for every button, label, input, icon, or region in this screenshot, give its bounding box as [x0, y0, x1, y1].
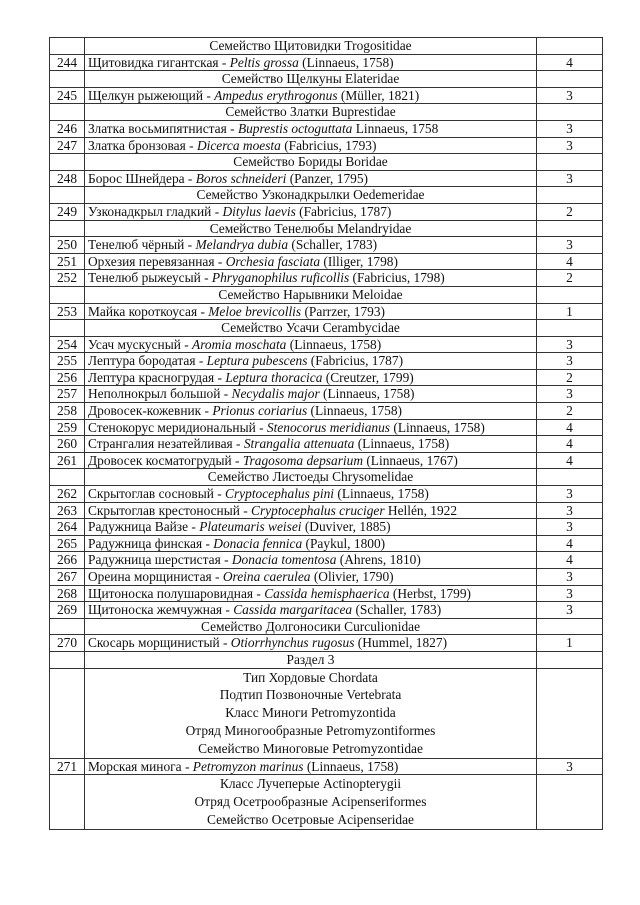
species-name-cell: [85, 386, 537, 403]
empty-category-cell: [537, 775, 603, 829]
species-number: 263: [50, 502, 85, 519]
species-name-cell: [85, 253, 537, 270]
rarity-category: 2: [537, 270, 603, 287]
author-year: (Schaller, 1783): [288, 237, 378, 253]
russian-name: Тенелюб чёрный -: [88, 237, 196, 253]
russian-name: Тенелюб рыжеусый -: [88, 270, 212, 286]
latin-name: Otiorrhynchus rugosus: [230, 635, 355, 651]
author-year: (Linnaeus, 1758): [319, 386, 415, 402]
species-name-cell: [85, 419, 537, 436]
species-name-cell: [85, 203, 537, 220]
rarity-category: 3: [537, 137, 603, 154]
empty-category-cell: [537, 668, 603, 758]
author-year: (Duviver, 1885): [301, 519, 391, 535]
species-row: [50, 502, 603, 519]
taxon-line: Семейство Миноговые Petromyzontidae: [198, 740, 423, 756]
species-name-cell: [85, 535, 537, 552]
empty-category-cell: [537, 618, 603, 635]
rarity-category: 2: [537, 369, 603, 386]
russian-name: Стенокорус меридиональный -: [88, 419, 267, 435]
family-name: Семейство Нарывники Meloidae: [85, 286, 537, 303]
species-name-cell: [85, 87, 537, 104]
empty-number-cell: [50, 71, 85, 88]
latin-name: Peltis grossa: [229, 54, 299, 70]
rarity-category: 4: [537, 419, 603, 436]
species-row: [50, 452, 603, 469]
species-number: 260: [50, 436, 85, 453]
russian-name: Дровосек-кожевник -: [88, 403, 213, 419]
taxon-line: Семейство Осетровые Acipenseridae: [206, 811, 414, 827]
species-number: 268: [50, 585, 85, 602]
rarity-category: 2: [537, 403, 603, 420]
russian-name: Лептура бородатая -: [88, 353, 207, 369]
species-number: 247: [50, 137, 85, 154]
family-header-row: [50, 71, 603, 88]
taxonomy-block-row: [50, 775, 603, 829]
taxon-line: Подтип Позвоночные Vertebrata: [219, 687, 402, 703]
species-row: [50, 137, 603, 154]
russian-name: Дровосек косматогрудый -: [88, 452, 243, 468]
empty-number-cell: [50, 469, 85, 486]
species-name-cell: [85, 120, 537, 137]
latin-name: Petromyzon marinus: [192, 758, 304, 774]
author-year: (Linnaeus, 1758): [303, 758, 399, 774]
species-name-cell: [85, 336, 537, 353]
latin-name: Tragosoma depsarium: [242, 452, 363, 468]
species-name-cell: [85, 519, 537, 536]
empty-category-cell: [537, 320, 603, 337]
rarity-category: 3: [537, 87, 603, 104]
rarity-category: 3: [537, 585, 603, 602]
taxon-line: Отряд Осетрообразные Acipenseriformes: [194, 793, 427, 809]
empty-number-cell: [50, 775, 85, 829]
species-row: [50, 569, 603, 586]
species-row: [50, 303, 603, 320]
empty-number-cell: [50, 618, 85, 635]
species-row: [50, 336, 603, 353]
species-name-cell: [85, 303, 537, 320]
rarity-category: 1: [537, 303, 603, 320]
author-year: (Hummel, 1827): [354, 635, 448, 651]
empty-category-cell: [537, 154, 603, 171]
author-year: (Linnaeus, 1758): [390, 419, 485, 435]
species-row: [50, 758, 603, 775]
author-year: (Fabricius, 1793): [280, 137, 377, 153]
latin-name: Cassida margaritacea: [233, 602, 353, 618]
russian-name: Щитоноска жемчужная -: [88, 602, 234, 618]
rarity-category: 3: [537, 502, 603, 519]
species-row: [50, 353, 603, 370]
family-name: Семейство Узконадкрылки Oedemeridae: [85, 187, 537, 204]
author-year: (Schaller, 1783): [352, 602, 442, 618]
russian-name: Орхезия перевязанная -: [88, 253, 226, 269]
latin-name: Stenocorus meridianus: [266, 419, 391, 435]
species-number: 251: [50, 253, 85, 270]
species-name-cell: [85, 403, 537, 420]
section-header-row: [50, 651, 603, 668]
species-name-cell: [85, 353, 537, 370]
russian-name: Странгалия незатейливая -: [88, 436, 244, 452]
author-year: Linnaeus, 1758: [352, 120, 439, 136]
family-header-row: [50, 187, 603, 204]
family-name: Семейство Златки Buprestidae: [85, 104, 537, 121]
latin-name: Cryptocephalus pini: [225, 486, 335, 502]
empty-number-cell: [50, 220, 85, 237]
latin-name: Aromia moschata: [192, 336, 287, 352]
family-name: Семейство Щитовидки Trogositidae: [85, 38, 537, 55]
species-name-cell: [85, 270, 537, 287]
species-row: [50, 486, 603, 503]
species-row: [50, 436, 603, 453]
russian-name: Радужница финская -: [88, 535, 214, 551]
russian-name: Скрытоглав сосновый -: [88, 486, 226, 502]
family-name: Семейство Усачи Cerambycidae: [85, 320, 537, 337]
family-name: Семейство Щелкуны Elateridae: [85, 71, 537, 88]
rarity-category: 3: [537, 237, 603, 254]
rarity-category: 3: [537, 336, 603, 353]
author-year: (Olivier, 1790): [310, 569, 394, 584]
russian-name: Щитоноска полушаровидная -: [88, 585, 265, 601]
species-row: [50, 535, 603, 552]
author-year: (Linnaeus, 1758): [286, 336, 382, 352]
taxonomy-block-row: [50, 668, 603, 758]
latin-name: Phryganophilus ruficollis: [211, 270, 350, 286]
species-row: [50, 585, 603, 602]
empty-number-cell: [50, 651, 85, 668]
species-name-cell: [85, 585, 537, 602]
species-number: 254: [50, 336, 85, 353]
species-row: [50, 170, 603, 187]
species-name-cell: [85, 452, 537, 469]
species-number: 271: [50, 758, 85, 775]
rarity-category: 4: [537, 436, 603, 453]
family-header-row: [50, 38, 603, 55]
author-year: (Linnaeus, 1758): [307, 403, 403, 419]
section-title: Раздел 3: [85, 651, 537, 668]
species-row: [50, 419, 603, 436]
author-year: (Panzer, 1795): [286, 170, 368, 186]
empty-category-cell: [537, 187, 603, 204]
empty-number-cell: [50, 104, 85, 121]
author-year: (Linnaeus, 1758): [334, 486, 429, 502]
rarity-category: 4: [537, 54, 603, 71]
species-row: [50, 369, 603, 386]
author-year: (Parrzer, 1793): [301, 303, 385, 319]
empty-number-cell: [50, 668, 85, 758]
family-header-row: [50, 286, 603, 303]
rarity-category: 3: [537, 602, 603, 619]
latin-name: Prionus coriarius: [212, 403, 308, 419]
species-name-cell: [85, 569, 537, 586]
latin-name: Ditylus laevis: [222, 203, 296, 219]
family-header-row: [50, 220, 603, 237]
empty-category-cell: [537, 38, 603, 55]
russian-name: Усач мускусный -: [88, 336, 193, 352]
russian-name: Златка восьмипятнистая -: [88, 120, 238, 136]
empty-category-cell: [537, 71, 603, 88]
rarity-category: 3: [537, 120, 603, 137]
empty-number-cell: [50, 320, 85, 337]
species-number: 256: [50, 369, 85, 386]
rarity-category: 4: [537, 535, 603, 552]
family-header-row: [50, 469, 603, 486]
author-year: (Linnaeus, 1767): [363, 452, 458, 468]
author-year: (Creutzer, 1799): [322, 369, 414, 385]
latin-name: Dicerca moesta: [196, 137, 281, 153]
latin-name: Buprestis octoguttata: [237, 120, 353, 136]
species-number: 259: [50, 419, 85, 436]
species-row: [50, 602, 603, 619]
species-number: 248: [50, 170, 85, 187]
author-year: (Linnaeus, 1758): [354, 436, 450, 452]
species-row: [50, 54, 603, 71]
russian-name: Щелкун рыжеющий -: [88, 87, 215, 103]
species-number: 269: [50, 602, 85, 619]
author-year: (Illiger, 1798): [320, 253, 398, 269]
latin-name: Leptura thoracica: [225, 369, 323, 385]
species-name-cell: [85, 170, 537, 187]
species-number: 267: [50, 569, 85, 586]
latin-name: Melandrya dubia: [195, 237, 289, 253]
species-row: [50, 87, 603, 104]
russian-name: Скосарь морщинистый -: [88, 635, 231, 651]
empty-category-cell: [537, 286, 603, 303]
species-number: 253: [50, 303, 85, 320]
family-header-row: [50, 154, 603, 171]
author-year: (Müller, 1821): [337, 87, 420, 103]
latin-name: Plateumaris weisei: [199, 519, 302, 535]
taxon-line: Класс Лучеперые Actinopterygii: [219, 776, 402, 792]
rarity-category: 4: [537, 253, 603, 270]
latin-name: Donacia fennica: [213, 535, 303, 551]
species-number: 258: [50, 403, 85, 420]
russian-name: Скрытоглав крестоносный -: [88, 502, 252, 518]
species-row: [50, 270, 603, 287]
species-name-cell: [85, 502, 537, 519]
family-name: Семейство Долгоносики Curculionidae: [85, 618, 537, 635]
species-name-cell: [85, 237, 537, 254]
author-year: (Fabricius, 1787): [307, 353, 404, 369]
species-number: 244: [50, 54, 85, 71]
russian-name: Майка короткоусая -: [88, 303, 209, 319]
author-year: (Herbst, 1799): [389, 585, 472, 601]
rarity-category: 3: [537, 758, 603, 775]
author-year: (Linnaeus, 1758): [298, 54, 394, 70]
species-number: 266: [50, 552, 85, 569]
species-number: 262: [50, 486, 85, 503]
species-name-cell: [85, 137, 537, 154]
family-header-row: [50, 618, 603, 635]
latin-name: Cassida hemisphaerica: [264, 585, 390, 601]
species-number: 257: [50, 386, 85, 403]
species-row: [50, 403, 603, 420]
species-row: [50, 635, 603, 652]
rarity-category: 3: [537, 569, 603, 586]
species-number: 255: [50, 353, 85, 370]
latin-name: Boros schneideri: [195, 170, 287, 186]
russian-name: Златка бронзовая -: [88, 137, 197, 153]
empty-number-cell: [50, 38, 85, 55]
latin-name: Necydalis major: [231, 386, 320, 402]
russian-name: Морская минога -: [88, 758, 193, 774]
author-year: Hellén, 1922: [384, 502, 458, 518]
species-number: 265: [50, 535, 85, 552]
rarity-category: 1: [537, 635, 603, 652]
latin-name: Ampedus erythrogonus: [214, 87, 338, 103]
empty-category-cell: [537, 469, 603, 486]
taxonomy-block: [85, 775, 537, 829]
latin-name: Orchesia fasciata: [225, 253, 321, 269]
species-number: 264: [50, 519, 85, 536]
latin-name: Strangalia attenuata: [243, 436, 355, 452]
author-year: (Fabricius, 1787): [295, 203, 392, 219]
species-number: 250: [50, 237, 85, 254]
taxon-line: Тип Хордовые Chordata: [243, 669, 378, 685]
species-row: [50, 253, 603, 270]
table-body: [50, 38, 603, 830]
russian-name: Неполнокрыл большой -: [88, 386, 232, 402]
species-row: [50, 519, 603, 536]
empty-category-cell: [537, 220, 603, 237]
latin-name: Oreina caerulea: [222, 569, 311, 584]
author-year: (Ahrens, 1810): [336, 552, 421, 568]
russian-name: Радужница Вайзе -: [88, 519, 200, 535]
species-name-cell: [85, 54, 537, 71]
species-name-cell: [85, 758, 537, 775]
russian-name: Узконадкрыл гладкий -: [88, 203, 223, 219]
latin-name: Donacia tomentosa: [231, 552, 337, 568]
latin-name: Meloe brevicollis: [208, 303, 302, 319]
empty-number-cell: [50, 187, 85, 204]
taxonomy-block: [85, 668, 537, 758]
latin-name: Cryptocephalus cruciger: [251, 502, 385, 518]
author-year: (Fabricius, 1798): [349, 270, 445, 286]
rarity-category: 2: [537, 203, 603, 220]
rarity-category: 3: [537, 486, 603, 503]
rarity-category: 3: [537, 386, 603, 403]
family-name: Семейство Листоеды Chrysomelidae: [85, 469, 537, 486]
rarity-category: 4: [537, 552, 603, 569]
rarity-category: 3: [537, 353, 603, 370]
species-name-cell: [85, 602, 537, 619]
empty-category-cell: [537, 104, 603, 121]
species-row: [50, 386, 603, 403]
species-name-cell: [85, 552, 537, 569]
family-header-row: [50, 104, 603, 121]
species-row: [50, 552, 603, 569]
russian-name: Щитовидка гигантская -: [88, 54, 230, 70]
species-number: 249: [50, 203, 85, 220]
russian-name: Ореина морщинистая -: [88, 569, 223, 584]
species-row: [50, 203, 603, 220]
species-name-cell: [85, 635, 537, 652]
rarity-category: 4: [537, 452, 603, 469]
taxon-line: Класс Миноги Petromyzontida: [225, 705, 396, 721]
species-number: 261: [50, 452, 85, 469]
rarity-category: 3: [537, 519, 603, 536]
empty-number-cell: [50, 154, 85, 171]
species-name-cell: [85, 369, 537, 386]
species-row: [50, 237, 603, 254]
russian-name: Радужница шерстистая -: [88, 552, 232, 568]
empty-number-cell: [50, 286, 85, 303]
empty-category-cell: [537, 651, 603, 668]
rarity-category: 3: [537, 170, 603, 187]
species-number: 270: [50, 635, 85, 652]
author-year: (Paykul, 1800): [302, 535, 386, 551]
family-header-row: [50, 320, 603, 337]
species-number: 252: [50, 270, 85, 287]
latin-name: Leptura pubescens: [206, 353, 308, 369]
red-book-species-table: [49, 37, 603, 830]
species-number: 246: [50, 120, 85, 137]
family-name: Семейство Бориды Boridae: [85, 154, 537, 171]
russian-name: Лептура красногрудая -: [88, 369, 226, 385]
species-name-cell: [85, 486, 537, 503]
species-name-cell: [85, 436, 537, 453]
family-name: Семейство Тенелюбы Melandryidae: [85, 220, 537, 237]
russian-name: Борос Шнейдера -: [88, 170, 196, 186]
species-row: [50, 120, 603, 137]
taxon-line: Отряд Миногообразные Petromyzontiformes: [185, 722, 436, 738]
species-number: 245: [50, 87, 85, 104]
